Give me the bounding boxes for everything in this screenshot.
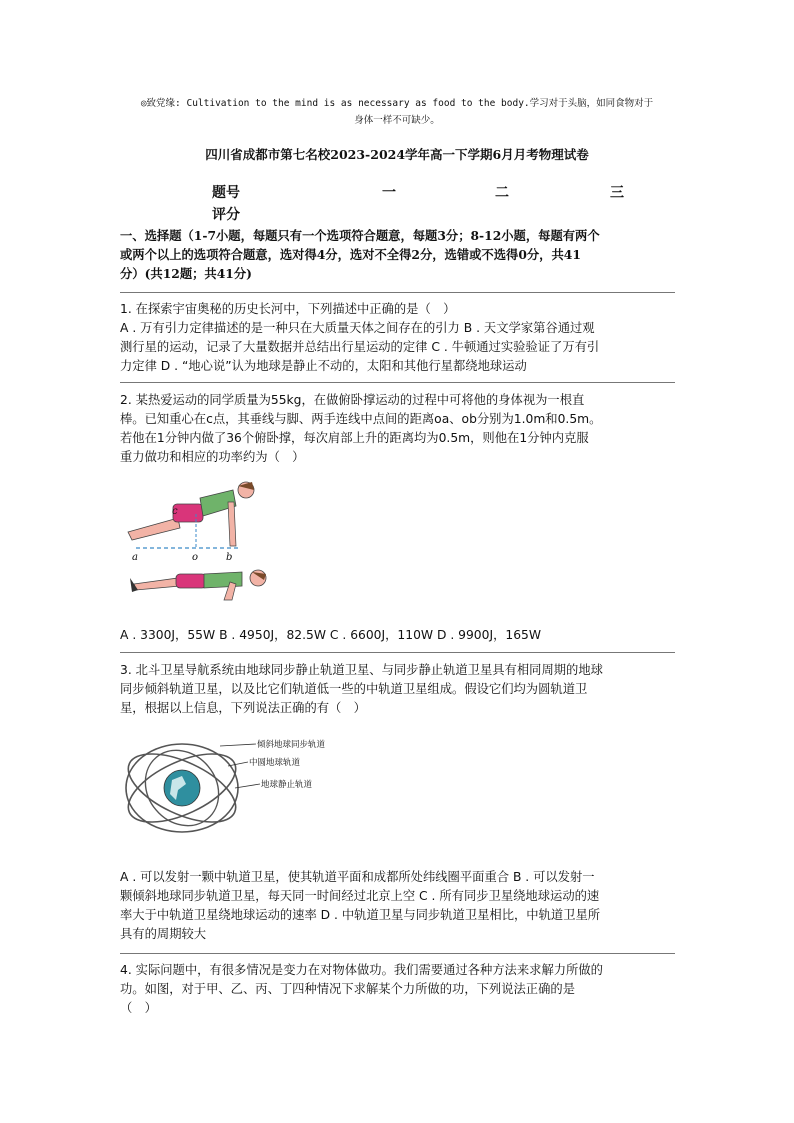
motto-line-2: 身体一样不可缺少。: [354, 115, 440, 126]
score-label-score: 评分: [212, 207, 240, 223]
label-geo-stationary-orbit: 地球静止轨道: [261, 780, 313, 790]
score-col-3: 三: [610, 185, 624, 201]
arm-upper: [228, 502, 236, 546]
score-table: [212, 182, 652, 226]
divider: [120, 652, 675, 653]
label-b: b: [226, 552, 233, 563]
q2-options: A . 3300J，55W B . 4950J，82.5W C . 6600J，110W D . 9900J，165W: [120, 628, 542, 642]
label-o: o: [192, 552, 199, 563]
label-a: a: [132, 552, 138, 563]
q1-line-1: 1. 在探索宇宙奥秘的历史长河中，下列描述中正确的是（ ）: [120, 302, 456, 316]
q2-line-1: 2. 某热爱运动的同学质量为55kg，在做俯卧撑运动的过程中可将他的身体视为一根直: [120, 393, 585, 407]
label-pointer-1: [220, 744, 256, 746]
q1-line-2: A . 万有引力定律描述的是一种只在大质量天体之间存在的引力 B . 天文学家第谷通过观: [120, 321, 595, 335]
score-label-number: 题号: [212, 185, 240, 201]
q3-opt-line-3: 率大于中轨道卫星绕地球运动的速率 D . 中轨道卫星与同步轨道卫星相比，中轨道卫星所: [120, 908, 601, 922]
section-1-line-3: 分）(共12题；共41分): [120, 266, 252, 281]
q3-line-2: 同步倾斜轨道卫星，以及比它们轨道低一些的中轨道卫星组成。假设它们均为圆轨道卫: [120, 682, 588, 696]
q3-opt-line-2: 颗倾斜地球同步轨道卫星，每天同一时间经过北京上空 C . 所有同步卫星绕地球运动的速: [120, 889, 600, 903]
pushup-figure: [118, 478, 278, 606]
q3-opt-line-4: 具有的周期较大: [120, 927, 207, 941]
divider: [120, 382, 675, 383]
question-4: [120, 961, 675, 1018]
divider: [120, 953, 675, 954]
q2-line-4: 重力做功和相应的功率约为（ ）: [120, 450, 305, 464]
q3-options: [120, 868, 675, 944]
divider: [120, 292, 675, 293]
orbit-figure: [120, 730, 340, 848]
label-medium-orbit: 中圆地球轨道: [249, 758, 301, 768]
score-col-2: 二: [495, 185, 509, 201]
q3-line-3: 星，根据以上信息，下列说法正确的有（ ）: [120, 701, 366, 715]
shirt-lower: [204, 572, 242, 588]
q1-line-4: 力定律 D . “地心说”认为地球是静止不动的，太阳和其他行星都绕地球运动: [120, 359, 527, 373]
label-inclined-geo-orbit: 倾斜地球同步轨道: [257, 740, 326, 750]
score-col-1: 一: [382, 185, 396, 201]
question-3: [120, 661, 675, 718]
earth: [164, 770, 200, 806]
q2-line-3: 若他在1分钟内做了36个俯卧撑，每次肩部上升的距离均为0.5m，则他在1分钟内克服: [120, 431, 589, 445]
q4-line-1: 4. 实际问题中，有很多情况是变力在对物体做功。我们需要通过各种方法来求解力所做的: [120, 963, 603, 977]
label-pointer-2: [228, 762, 248, 766]
q3-line-1: 3. 北斗卫星导航系统由地球同步静止轨道卫星、与同步静止轨道卫星具有相同周期的地球: [120, 663, 603, 677]
q1-line-3: 测行星的运动，记录了大量数据并总结出行星运动的定律 C . 牛顿通过实验验证了万有引: [120, 340, 600, 354]
question-2: [120, 391, 675, 467]
legs-lower: [134, 578, 180, 590]
section-1-line-2: 或两个以上的选项符合题意，选对得4分，选对不全得2分，选错或不选得0分，共41: [120, 247, 581, 262]
q4-line-2: 功。如图，对于甲、乙、丙、丁四种情况下求解某个力所做的功，下列说法正确的是: [120, 982, 575, 996]
section-1-line-1: 一、选择题（1-7小题，每题只有一个选项符合题意，每题3分；8-12小题，每题有两个: [120, 228, 600, 243]
q3-opt-line-1: A . 可以发射一颗中轨道卫星，使其轨道平面和成都所处纬线圈平面重合 B . 可以发射一: [120, 870, 595, 884]
motto-line-1: ◎致党缘: Cultivation to the mind is as necessary as food to the body.学习对于头脑，如同食物对于: [140, 98, 654, 109]
section-1-heading: [120, 226, 675, 283]
label-c: c: [172, 506, 178, 517]
exam-title: 四川省成都市第七名校2023-2024学年高一下学期6月月考物理试卷: [205, 147, 589, 162]
motto: [100, 95, 694, 129]
legs-upper: [128, 518, 180, 540]
q4-line-3: （ ）: [120, 1001, 157, 1015]
q2-line-2: 棒。已知重心在c点，其垂线与脚、两手连线中点间的距离oa、ob分别为1.0m和0.5m。: [120, 412, 602, 426]
shorts-lower: [176, 574, 206, 588]
question-1: [120, 300, 675, 376]
